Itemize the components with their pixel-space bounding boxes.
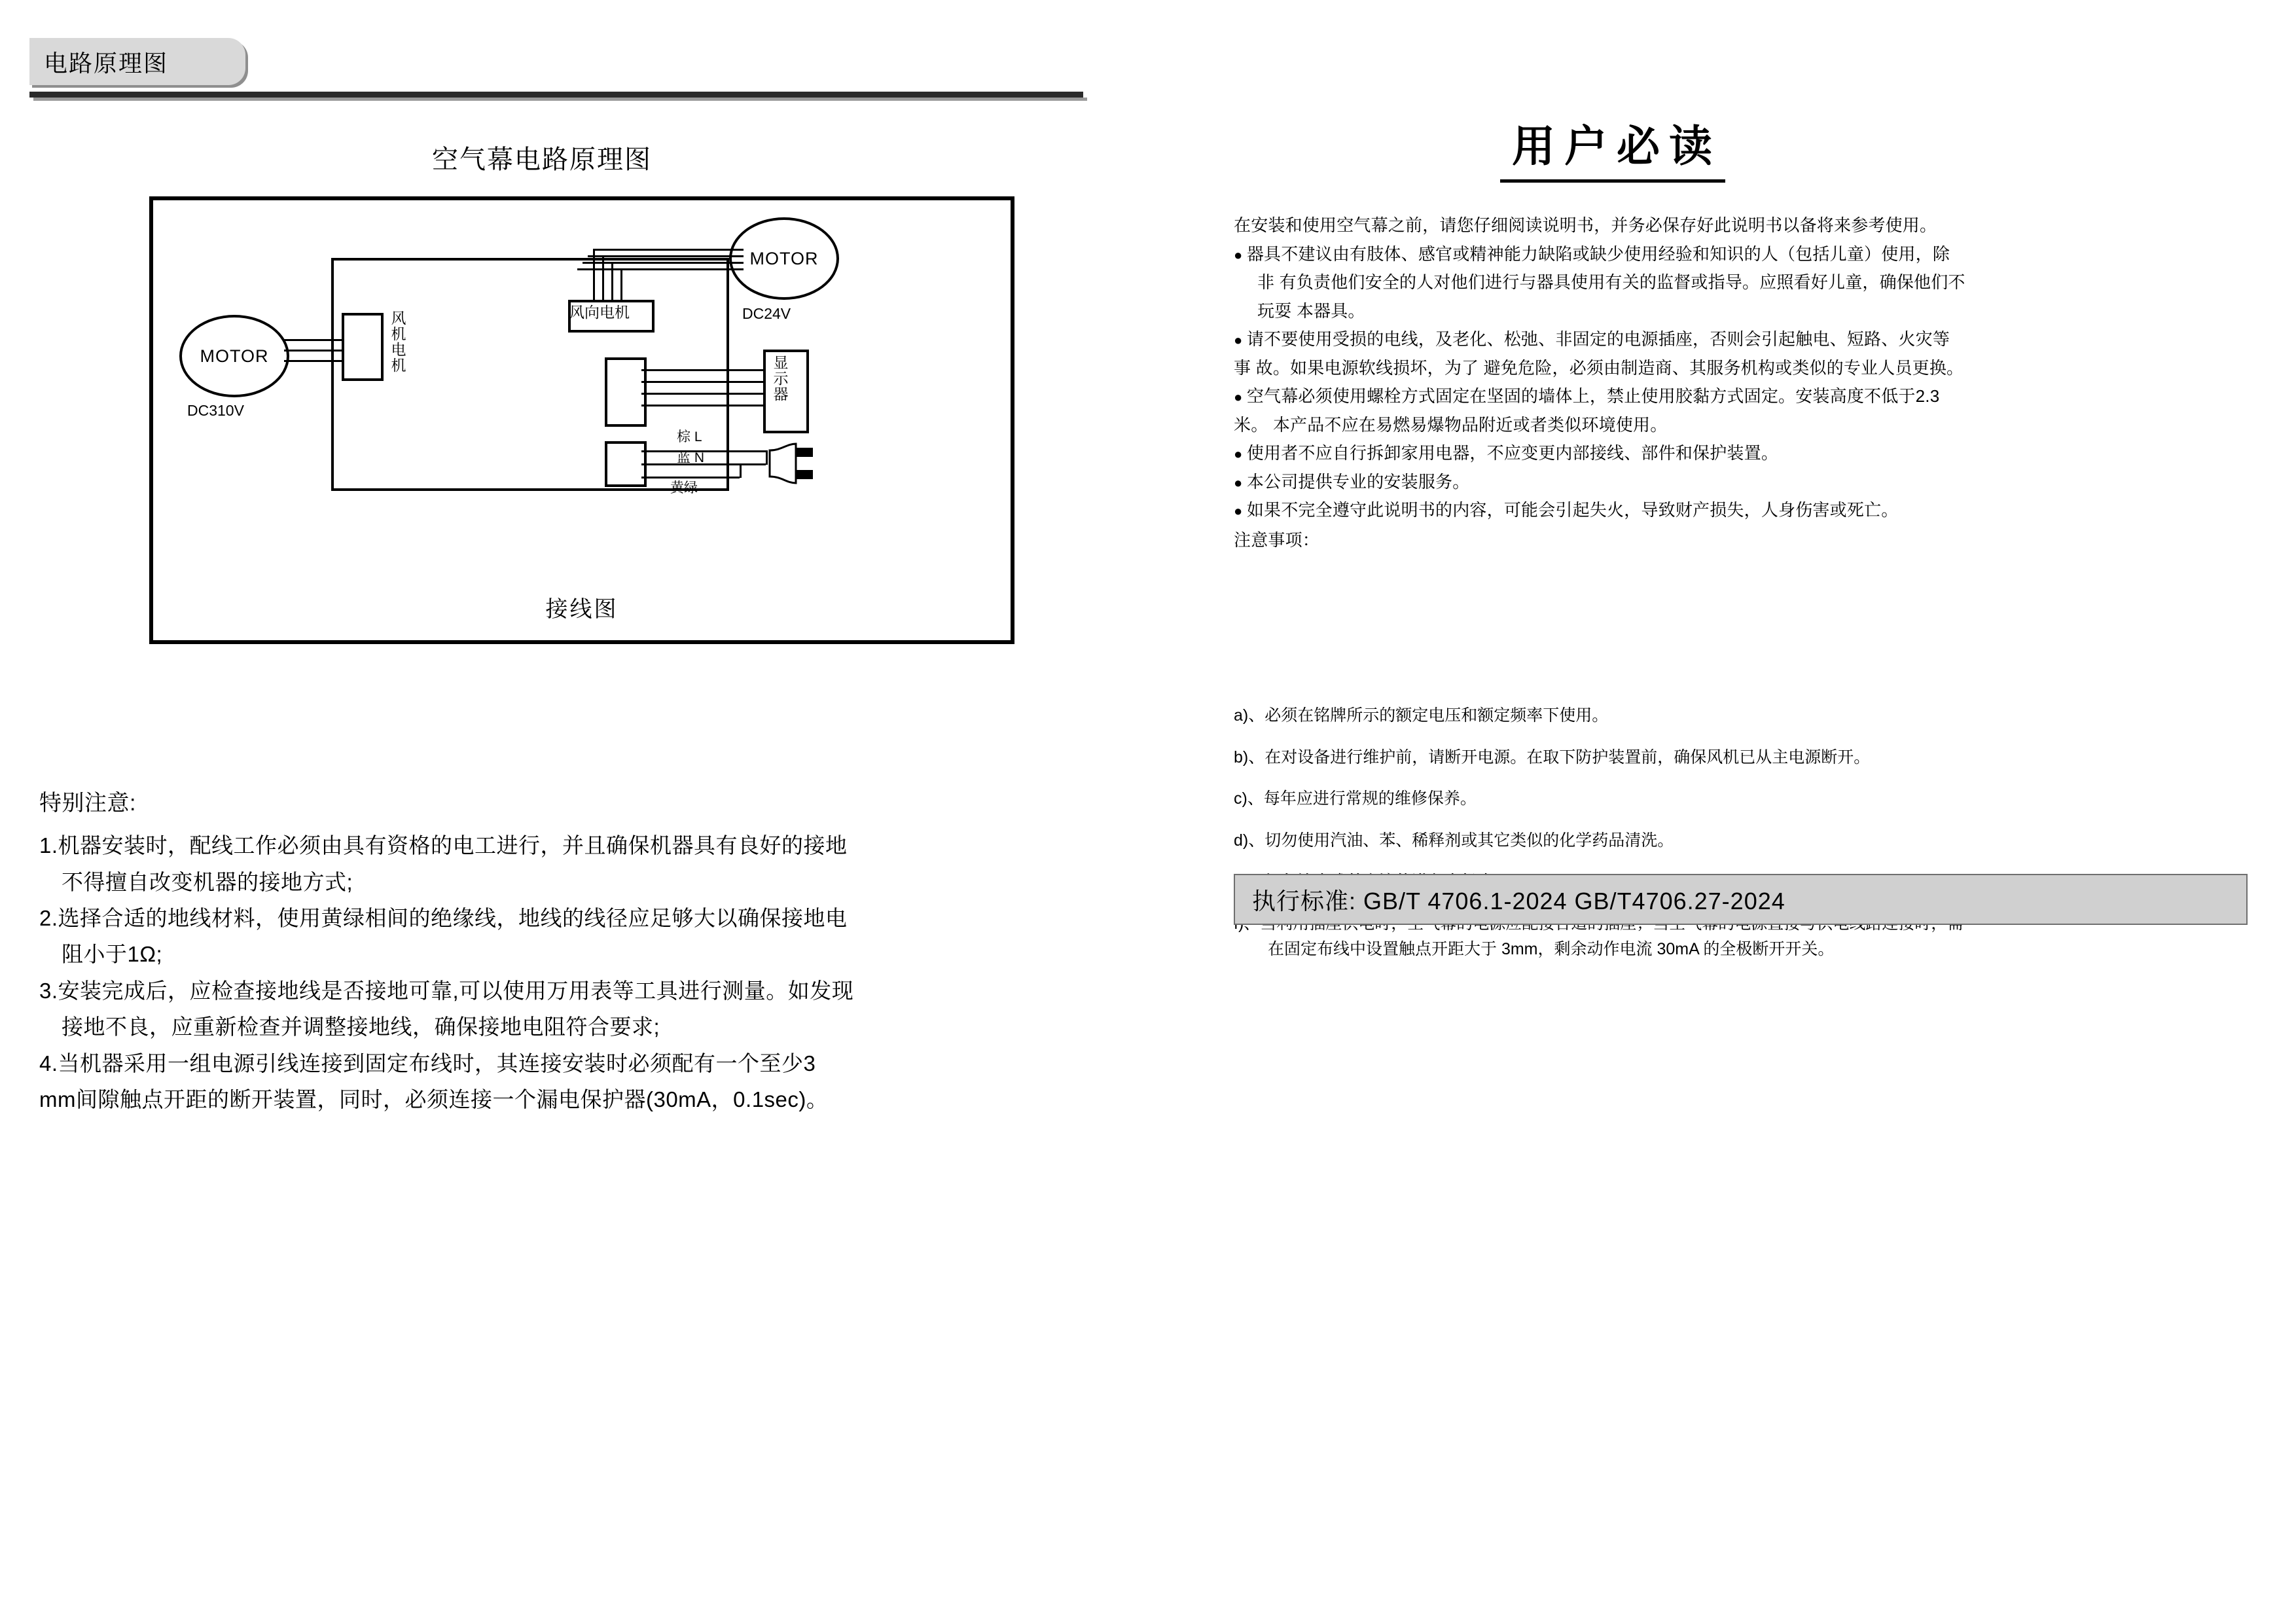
caution-item: d)、切勿使用汽油、苯、稀释剂或其它类似的化学药品清洗。 — [1234, 831, 1674, 850]
standard-bar — [1234, 874, 2248, 925]
user-manual-title: 用户必读 — [1512, 111, 1721, 173]
standard-label: 执行标准: GB/T 4706.1-2024 GB/T4706.27-2024 — [1252, 887, 1785, 914]
wire — [602, 255, 604, 301]
manual-paragraph: ● 使用者不应自行拆卸家用电器，不应变更内部接线、部件和保护装置。 — [1234, 441, 2245, 467]
motor-dc24v-icon — [729, 217, 839, 300]
control-box — [331, 258, 729, 491]
special-notice-item: 3.安装完成后，应检查接地线是否接地可靠,可以使用万用表等工具进行测量。如发现 — [39, 978, 854, 1003]
circuit-diagram — [149, 196, 1014, 644]
special-notice-item: 4.当机器采用一组电源引线连接到固定布线时，其连接安装时必须配有一个至少3 — [39, 1051, 816, 1075]
display-terminal — [605, 357, 647, 427]
caution-item: a)、必须在铭牌所示的额定电压和额定频率下使用。 — [1234, 706, 1609, 725]
special-notice-block — [39, 785, 1113, 1119]
power-plug-icon — [767, 441, 826, 487]
header-divider — [29, 92, 1083, 98]
motor-dc310v-label: MOTOR — [200, 346, 269, 366]
wire — [641, 381, 763, 383]
manual-paragraph: ● 请不要使用受损的电线，及老化、松弛、非固定的电源插座，否则会引起触电、短路、火灾等 — [1234, 327, 2245, 353]
special-notice-item: 不得擅自改变机器的接地方式; — [62, 869, 353, 894]
wire-ground — [641, 477, 740, 478]
wire — [583, 262, 744, 264]
fan-motor-terminal — [342, 313, 384, 381]
section-tab-label: 电路原理图 — [44, 49, 169, 77]
wind-direction-motor-label: 风向电机 — [569, 304, 630, 321]
manual-paragraph: 非 有负责他们安全的人对他们进行与器具使用有关的监督或指导。应照看好儿童，确保他们不 — [1257, 272, 1965, 293]
manual-paragraph: 事 故。如果电源软线损坏，为了 避免危险，必须由制造商、其服务机构或类似的专业人员更换。 — [1234, 357, 1964, 378]
section-tab-circuit-diagram — [29, 38, 245, 85]
motor-dc310v-icon — [179, 315, 289, 397]
wire — [588, 255, 744, 257]
wire — [620, 268, 622, 301]
wiring-diagram-caption: 接线图 — [545, 597, 619, 622]
wire — [641, 405, 763, 406]
special-notice-item: mm间隙触点开距的断开装置，同时，必须连接一个漏电保护器(30mA，0.1sec)。 — [39, 1087, 829, 1112]
special-notice-title: 特别注意: — [39, 791, 136, 816]
motor-dc24v-label: MOTOR — [749, 248, 819, 268]
wire — [284, 339, 344, 341]
caution-item: 在固定布线中设置触点开距大于 3mm，剩余动作电流 30mA 的全极断开开关。 — [1268, 940, 1835, 958]
caution-item: b)、在对设备进行维护前，请断开电源。在取下防护装置前，确保风机已从主电源断开。 — [1234, 748, 1871, 767]
wire-blue-label: 蓝 N — [677, 450, 704, 465]
motor-dc310v-voltage: DC310V — [187, 402, 244, 419]
power-terminal — [605, 441, 647, 487]
wire — [611, 262, 613, 301]
manual-paragraph: 玩耍 本器具。 — [1257, 300, 1365, 321]
wire — [641, 393, 763, 395]
manual-paragraph: 米。 本产品不应在易燃易爆物品附近或者类似环境使用。 — [1234, 414, 1668, 435]
caution-item: c)、每年应进行常规的维修保养。 — [1234, 789, 1477, 808]
wire — [641, 369, 763, 371]
wire-ground — [740, 463, 742, 478]
manual-paragraph: ● 本公司提供专业的安装服务。 — [1234, 469, 2245, 496]
motor-dc24v-voltage: DC24V — [742, 305, 791, 322]
manual-cautions — [1234, 704, 2245, 979]
diagram-title: 空气幕电路原理图 — [432, 145, 652, 174]
wire-ground-label: 黄绿 — [670, 480, 698, 496]
manual-paragraph: ● 器具不建议由有肢体、感官或精神能力缺陷或缺少使用经验和知识的人（包括儿童）使用，除 — [1234, 242, 2245, 268]
wire — [284, 360, 344, 362]
wire — [593, 249, 595, 301]
display-label: 显示器 — [771, 355, 789, 402]
wire-brown-label: 棕 L — [677, 429, 702, 444]
manual-paragraph: ● 如果不完全遵守此说明书的内容，可能会引起失火，导致财产损失，人身伤害或死亡。 — [1234, 497, 2245, 524]
special-notice-item: 阻小于1Ω; — [62, 942, 163, 967]
special-notice-item: 接地不良，应重新检查并调整接地线，确保接地电阻符合要求; — [62, 1015, 660, 1039]
special-notice-item: 1.机器安装时，配线工作必须由具有资格的电工进行，并且确保机器具有良好的接地 — [39, 833, 848, 858]
wire — [284, 350, 344, 352]
manual-paragraph: ● 空气幕必须使用螺栓方式固定在坚固的墙体上，禁止使用胶黏方式固定。安装高度不低于2.3 — [1234, 384, 2245, 410]
manual-intro: 在安装和使用空气幕之前，请您仔细阅读说明书，并务必保存好此说明书以备将来参考使用。 — [1234, 215, 1937, 235]
fan-motor-label: 风机电机 — [389, 310, 406, 373]
special-notice-item: 2.选择合适的地线材料，使用黄绿相间的绝缘线，地线的线径应足够大以确保接地电 — [39, 905, 848, 930]
wire — [593, 249, 744, 251]
manual-notes-title: 注意事项： — [1234, 530, 1320, 550]
user-manual-body — [1234, 213, 2245, 556]
